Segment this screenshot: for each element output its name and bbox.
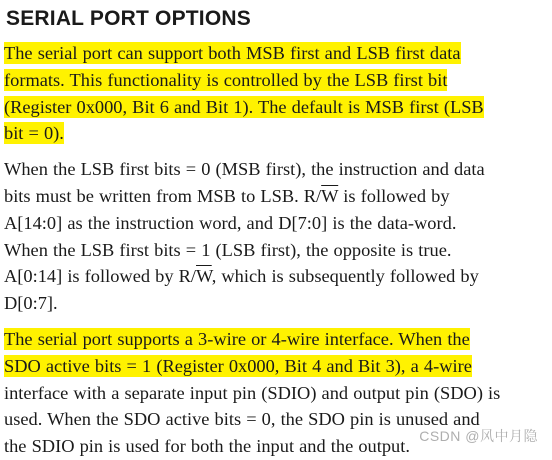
highlighted-text: The serial port can support both MSB first and LSB first data	[4, 43, 461, 63]
paragraph-lsb-msb-support	[4, 40, 544, 147]
highlighted-text: formats. This functionality is controlled by the LSB first bit	[4, 69, 448, 90]
section-heading: SERIAL PORT OPTIONS	[6, 7, 251, 30]
text-line: interface with a separate input pin (SDIO) and output pin (SDO) is	[4, 382, 501, 403]
text-line: A[0:14] is followed by $R/\overline{W}$, which is subsequently followed by	[4, 266, 479, 287]
text-line: When the LSB first bits = 1 (LSB first), the opposite is true.	[4, 239, 452, 260]
text-line: the SDIO pin is used for both the input and the output.	[4, 436, 410, 457]
highlighted-text: SDO active bits = 1 (Register 0x000, Bit 4 and Bit 3), a 4-wire	[4, 355, 472, 376]
text-line: When the LSB first bits = 0 (MSB first), the instruction and data	[4, 159, 485, 180]
text-line: bits must be written from MSB to LSB. $R/\overline{W}$ is followed by	[4, 185, 450, 206]
highlighted-text: bit = 0).	[4, 123, 64, 144]
paragraph-bit-order	[4, 156, 544, 317]
document-page	[4, 0, 544, 460]
watermark: CSDN @风中月隐	[419, 428, 538, 444]
highlighted-text: The serial port supports a 3-wire or 4-wire interface. When the	[4, 328, 470, 349]
text-line: D[0:7].	[4, 293, 58, 314]
overline-w: $\overline{W}$	[196, 266, 212, 287]
highlighted-text: (Register 0x000, Bit 6 and Bit 1). The default is MSB first (LSB	[4, 96, 484, 117]
overline-w: $\overline{W}$	[321, 185, 339, 206]
text-line: used. When the SDO active bits = 0, the SDO pin is unused and	[4, 409, 480, 430]
text-line: A[14:0] as the instruction word, and D[7:0] is the data-word.	[4, 212, 457, 233]
